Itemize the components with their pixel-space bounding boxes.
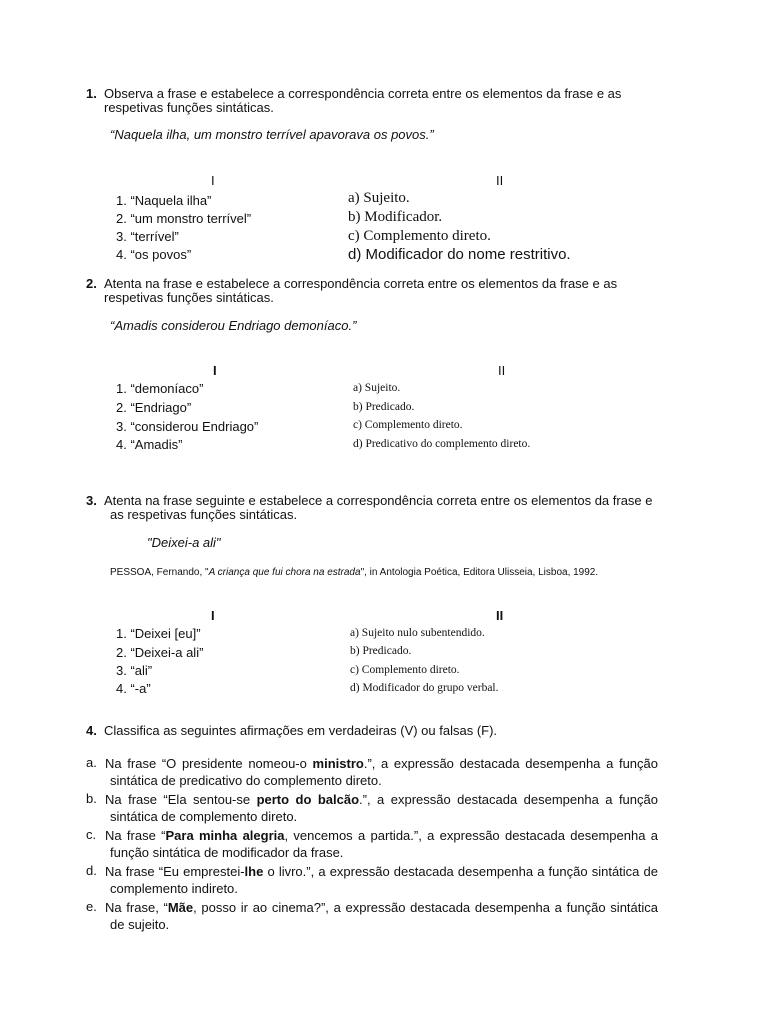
highlighted-expression: lhe <box>244 864 264 879</box>
statement-b-continuation: sintática de complemento direto. <box>110 809 298 824</box>
question-1-left-item: 3. “terrível” <box>116 229 179 244</box>
statement-b-letter: b. <box>86 791 97 806</box>
question-2-column-i-header: I <box>213 363 217 378</box>
question-2-right-item: b) Predicado. <box>353 401 415 413</box>
question-1-quote: “Naquela ilha, um monstro terrível apavorava os povos.” <box>110 127 434 142</box>
statement-d-text: Na frase “Eu emprestei-lhe o livro.”, a expressão destacada desempenha a função sintática de <box>105 864 658 879</box>
statement-c-letter: c. <box>86 827 97 842</box>
question-3-left-item: 2. “Deixei-a ali” <box>116 645 204 660</box>
highlighted-expression: Para minha alegria <box>165 828 285 843</box>
question-3-prompt-line-2: as respetivas funções sintáticas. <box>110 507 298 522</box>
question-1-column-i-header: I <box>211 173 215 188</box>
question-1-left-item: 1. “Naquela ilha” <box>116 193 212 208</box>
question-2-quote: “Amadis considerou Endriago demoníaco.” <box>110 318 357 333</box>
question-4-prompt: Classifica as seguintes afirmações em verdadeiras (V) ou falsas (F). <box>104 723 498 738</box>
question-2-prompt-line-1: Atenta na frase e estabelece a correspondência correta entre os elementos da frase e as <box>104 276 618 291</box>
question-1-column-ii-header: II <box>496 173 504 188</box>
statement-d-letter: d. <box>86 863 97 878</box>
question-3-right-item: b) Predicado. <box>350 645 412 657</box>
question-1-right-item: a) Sujeito. <box>348 190 410 206</box>
highlighted-expression: ministro <box>312 756 364 771</box>
question-2-right-item: d) Predicativo do complemento direto. <box>353 438 531 450</box>
question-3-left-item: 4. “-a” <box>116 681 151 696</box>
question-2-right-item: a) Sujeito. <box>353 382 401 394</box>
statement-e-text: Na frase, “Mãe, posso ir ao cinema?”, a expressão destacada desempenha a função sintática <box>105 900 659 915</box>
question-2-right-item: c) Complemento direto. <box>353 419 463 431</box>
question-3-right-item: a) Sujeito nulo subentendido. <box>350 627 485 639</box>
question-1-right-item: b) Modificador. <box>348 209 443 225</box>
question-1-number: 1. <box>86 86 97 101</box>
statement-e-letter: e. <box>86 899 97 914</box>
question-1-left-item: 2. “um monstro terrível” <box>116 211 252 226</box>
statement-a-text: Na frase “O presidente nomeou-o ministro.”, a expressão destacada desempenha a função <box>105 756 658 771</box>
question-3-source-citation: PESSOA, Fernando, "A criança que fui chora na estrada", in Antologia Poética, Editora Ulisseia, Lisboa, 1992. <box>110 567 599 578</box>
highlighted-expression: Mãe <box>167 900 194 915</box>
highlighted-expression: perto do balcão <box>256 792 360 807</box>
statement-b-text: Na frase “Ela sentou-se perto do balcão.”, a expressão destacada desempenha a função <box>105 792 658 807</box>
statement-a-continuation: sintática de predicativo do complemento direto. <box>110 773 382 788</box>
question-3-column-ii-header: II <box>496 608 504 623</box>
question-2-left-item: 4. “Amadis” <box>116 437 183 452</box>
question-1-left-item: 4. “os povos” <box>116 247 192 262</box>
question-3-column-i-header: I <box>211 608 215 623</box>
question-3-prompt-line-1: Atenta na frase seguinte e estabelece a correspondência correta entre os elementos da frase e <box>104 493 653 508</box>
statement-c-text: Na frase “Para minha alegria, vencemos a partida.”, a expressão destacada desempenha a <box>105 828 658 843</box>
question-3-number: 3. <box>86 493 97 508</box>
question-3-left-item: 1. “Deixei [eu]” <box>116 626 201 641</box>
question-2-column-ii-header: II <box>498 363 506 378</box>
question-3-left-item: 3. “ali” <box>116 663 153 678</box>
source-title: A criança que fui chora na estrada <box>208 567 361 578</box>
statement-c-continuation: função sintática de modificador da frase. <box>110 845 344 860</box>
statement-a-letter: a. <box>86 755 97 770</box>
question-3-right-item: d) Modificador do grupo verbal. <box>350 682 499 694</box>
question-2-left-item: 1. “demoníaco” <box>116 381 204 396</box>
statement-e-continuation: de sujeito. <box>110 917 170 932</box>
question-1-prompt-line-2: respetivas funções sintáticas. <box>104 100 274 115</box>
question-1-prompt-line-1: Observa a frase e estabelece a correspondência correta entre os elementos da frase e as <box>104 86 622 101</box>
question-2-left-item: 2. “Endriago” <box>116 400 192 415</box>
statement-d-continuation: complemento indireto. <box>110 881 238 896</box>
question-3-quote: "Deixei-a ali" <box>147 535 221 550</box>
question-2-left-item: 3. “considerou Endriago” <box>116 419 259 434</box>
question-3-right-item: c) Complemento direto. <box>350 664 460 676</box>
question-1-right-item: c) Complemento direto. <box>348 228 491 244</box>
question-2-number: 2. <box>86 276 97 291</box>
question-4-number: 4. <box>86 723 97 738</box>
question-2-prompt-line-2: respetivas funções sintáticas. <box>104 290 274 305</box>
question-1-right-item: d) Modificador do nome restritivo. <box>348 246 571 263</box>
